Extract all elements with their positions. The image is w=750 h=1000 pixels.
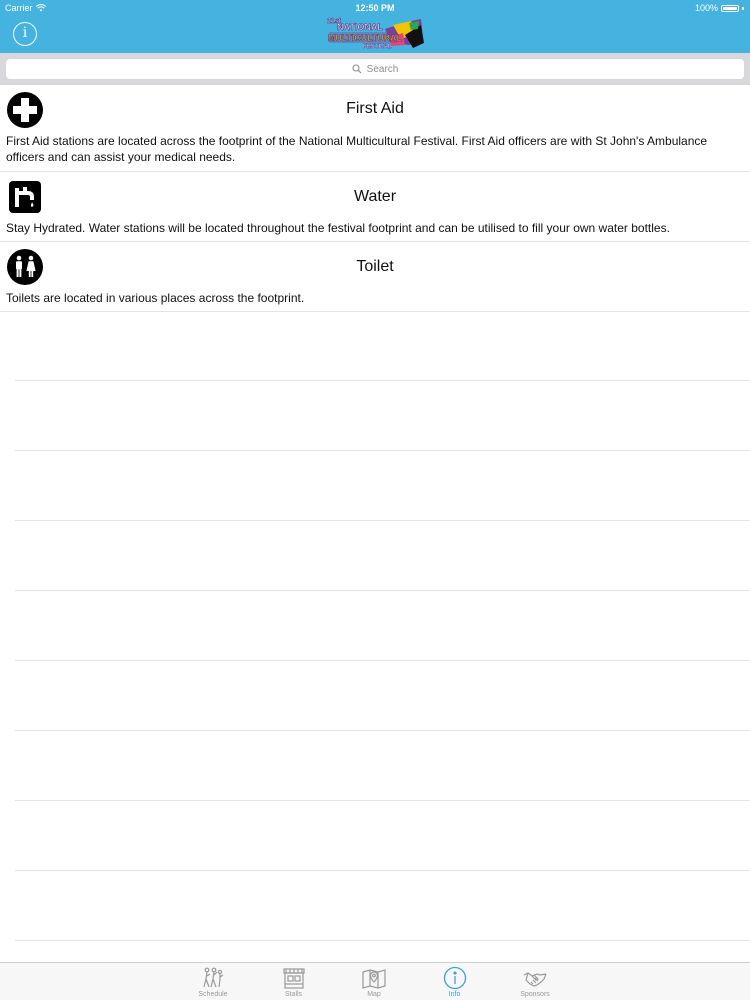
item-title: Toilet (356, 258, 394, 275)
status-time: 12:50 PM (355, 3, 395, 13)
battery-percent: 100% (694, 3, 718, 13)
sponsors-icon (523, 966, 547, 990)
item-title: Water (353, 188, 397, 205)
status-battery (695, 3, 744, 13)
carrier-label: Carrier (5, 3, 33, 13)
tab-label: Sponsors (520, 991, 550, 998)
empty-row (15, 381, 750, 451)
item-title: First Aid (346, 100, 404, 117)
festival-logo (325, 15, 425, 51)
tab-label: Map (367, 991, 381, 998)
empty-row (15, 591, 750, 661)
empty-row (15, 311, 750, 381)
logo-line-edition: 21st (327, 18, 342, 25)
tab-stalls[interactable] (254, 964, 334, 1000)
list-item-water[interactable] (0, 172, 750, 242)
tab-schedule[interactable] (173, 964, 253, 1000)
item-description: First Aid stations are located across the footprint of the National Multicultural Festival. First Aid officers are with St John's Ambulance officers and can assist your medical needs. (6, 134, 708, 164)
logo-line-multicultural: MULTICULTURAL (328, 33, 403, 44)
empty-row (15, 871, 750, 941)
header-bar (0, 0, 750, 53)
info-icon[interactable]: i (13, 22, 37, 46)
info-icon (443, 966, 467, 990)
search-icon (352, 64, 362, 74)
battery-nub (742, 7, 744, 10)
logo-line-festival: FESTIVAL (363, 44, 392, 50)
stalls-icon (282, 966, 306, 990)
empty-row (15, 731, 750, 801)
schedule-icon (201, 966, 225, 990)
map-icon (362, 966, 386, 990)
search-placeholder: Search (366, 63, 399, 75)
empty-row (15, 521, 750, 591)
tab-label: Stalls (284, 991, 303, 998)
empty-row (15, 451, 750, 521)
info-list (0, 85, 750, 312)
search-input[interactable] (6, 59, 744, 79)
battery-level (723, 7, 737, 10)
empty-row (15, 661, 750, 731)
status-bar (0, 0, 750, 15)
list-item-first-aid[interactable] (0, 85, 750, 172)
empty-table-rows (0, 311, 750, 941)
tab-label: Schedule (198, 991, 228, 998)
tab-list (173, 964, 575, 1000)
list-item-toilet[interactable] (0, 242, 750, 312)
tab-map[interactable] (334, 964, 414, 1000)
empty-row (15, 801, 750, 871)
item-description: Stay Hydrated. Water stations will be located throughout the festival footprint and can be utilised to fill your own water bottles. (6, 221, 670, 235)
tab-label: Info (448, 991, 461, 998)
logo-line-national: NATIONAL (337, 22, 383, 32)
item-description: Toilets are located in various places across the footprint. (6, 291, 305, 305)
search-bar (0, 53, 750, 85)
battery-icon (721, 5, 739, 12)
tab-bar (0, 962, 750, 1000)
tab-info[interactable] (415, 964, 495, 1000)
tab-sponsors[interactable] (495, 964, 575, 1000)
